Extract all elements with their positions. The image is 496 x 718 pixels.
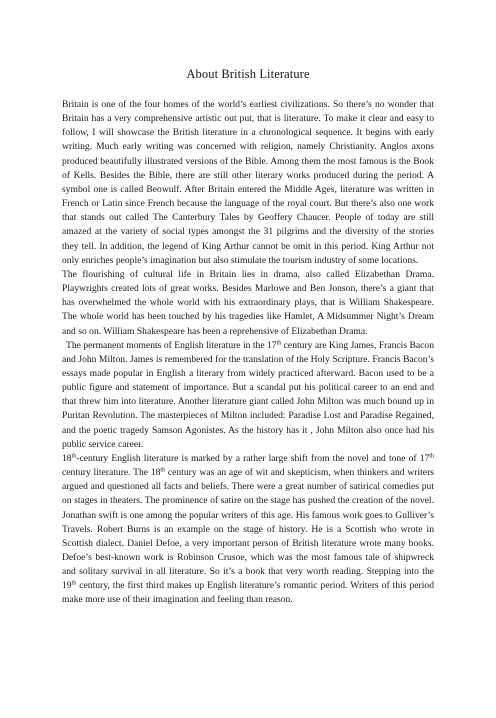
- paragraph-text: century was an age of wit and skepticism, when thinkers and writers argued and questioned all facts and beliefs. There were a great number of satirical comedies put on stages in theaters. The prominence of satire on the stage has pushed the creation of the novel. Jonathan swift is one among the popular writers of this age. His famous work goes to Gulliver’s Travels. Robert Burns is an example on the stage of history. He is a Scottish who wrote in Scottish dialect. Daniel Defoe, a very important person of British literature wrote many books. Defoe’s best-known work is Robinson Crusoe, which was the most famous tale of shipwreck and solitary survival in all literature. So it’s a book that very worth reading. Stepping into the 19: [62, 467, 434, 592]
- paragraph-text: -century English literature is marked by a rather large shift from the novel and tone of 17: [76, 452, 430, 464]
- paragraph-text: The permanent moments of English literature in the 17: [66, 339, 277, 351]
- superscript: th: [276, 340, 282, 347]
- document-title: About British Literature: [186, 67, 310, 81]
- paragraph-elizabethan-drama: The flourishing of cultural life in Britain lies in drama, also called Elizabethan Drama. Playwrights created lots of great works. Besides Marlowe and Ben Jonson, there’s a giant that has overwhelmed the whole world with his extraordinary plays, that is William Shakespeare. The whole world has been touched by his tragedies like Hamlet, A Midsummer Night’s Dream and so on. William Shakespeare has been a reprehensive of Elizabethan Drama.: [62, 268, 434, 337]
- superscript: th: [160, 467, 166, 474]
- paragraph-17th-century: [62, 339, 434, 452]
- superscript: th: [71, 580, 77, 587]
- paragraph-text: century are King James, Francis Bacon and John Milton. James is remembered for the translation of the Holy Scripture. Francis Bacon’s essays made popular in English a literary from widely practiced afterward. Bacon used to be a public figure and statement of importance. But a scandal put his political career to an end and that threw him into literature. Another literature giant called John Milton was much bound up in Puritan Revolution. The masterpieces of Milton included: Paradise Lost and Paradise Regained, and the poetic tragedy Samson Agonistes. As the history has it , John Milton also once had his public service career.: [62, 339, 434, 450]
- paragraph-early-literature: Britain is one of the four homes of the world’s earliest civilizations. So there’s no wonder that Britain has a very comprehensive artistic out put, that is literature. To make it clear and easy to follow, I will showcase the British literature in a chronological sequence. It begins with early writing. Much early writing was concerned with religion, namely Christianity. Anglos axons produced beautifully illustrated versions of the Bible. Among them the most famous is the Book of Kells. Besides the Bible, there are still other literary works produced during the period. A symbol one is called Beowulf. After Britain entered the Middle Ages, literature was written in French or Latin since French because the language of the royal court. But there’s also one work that stands out called The Canterbury Tales by Geoffery Chaucer. People of today are still amazed at the variety of social types amongst the 31 pilgrims and the diversity of the stories they tell. In addition, the legend of King Arthur cannot be omit in this period. King Arthur not only enriches people’s imagination but also stimulate the tourism industry of some locations.: [62, 99, 434, 266]
- superscript: th: [429, 453, 434, 460]
- document-body: [62, 98, 434, 718]
- paragraph-text: century, the first third makes up English literature’s romantic period. Writers of this period make more use of their imagination and feeling than reason.: [62, 580, 434, 606]
- superscript: th: [71, 453, 77, 460]
- paragraph-text: 18: [62, 452, 72, 464]
- paragraph-text: century literature. The 18: [62, 467, 161, 479]
- paragraph-18th-century: [62, 452, 434, 608]
